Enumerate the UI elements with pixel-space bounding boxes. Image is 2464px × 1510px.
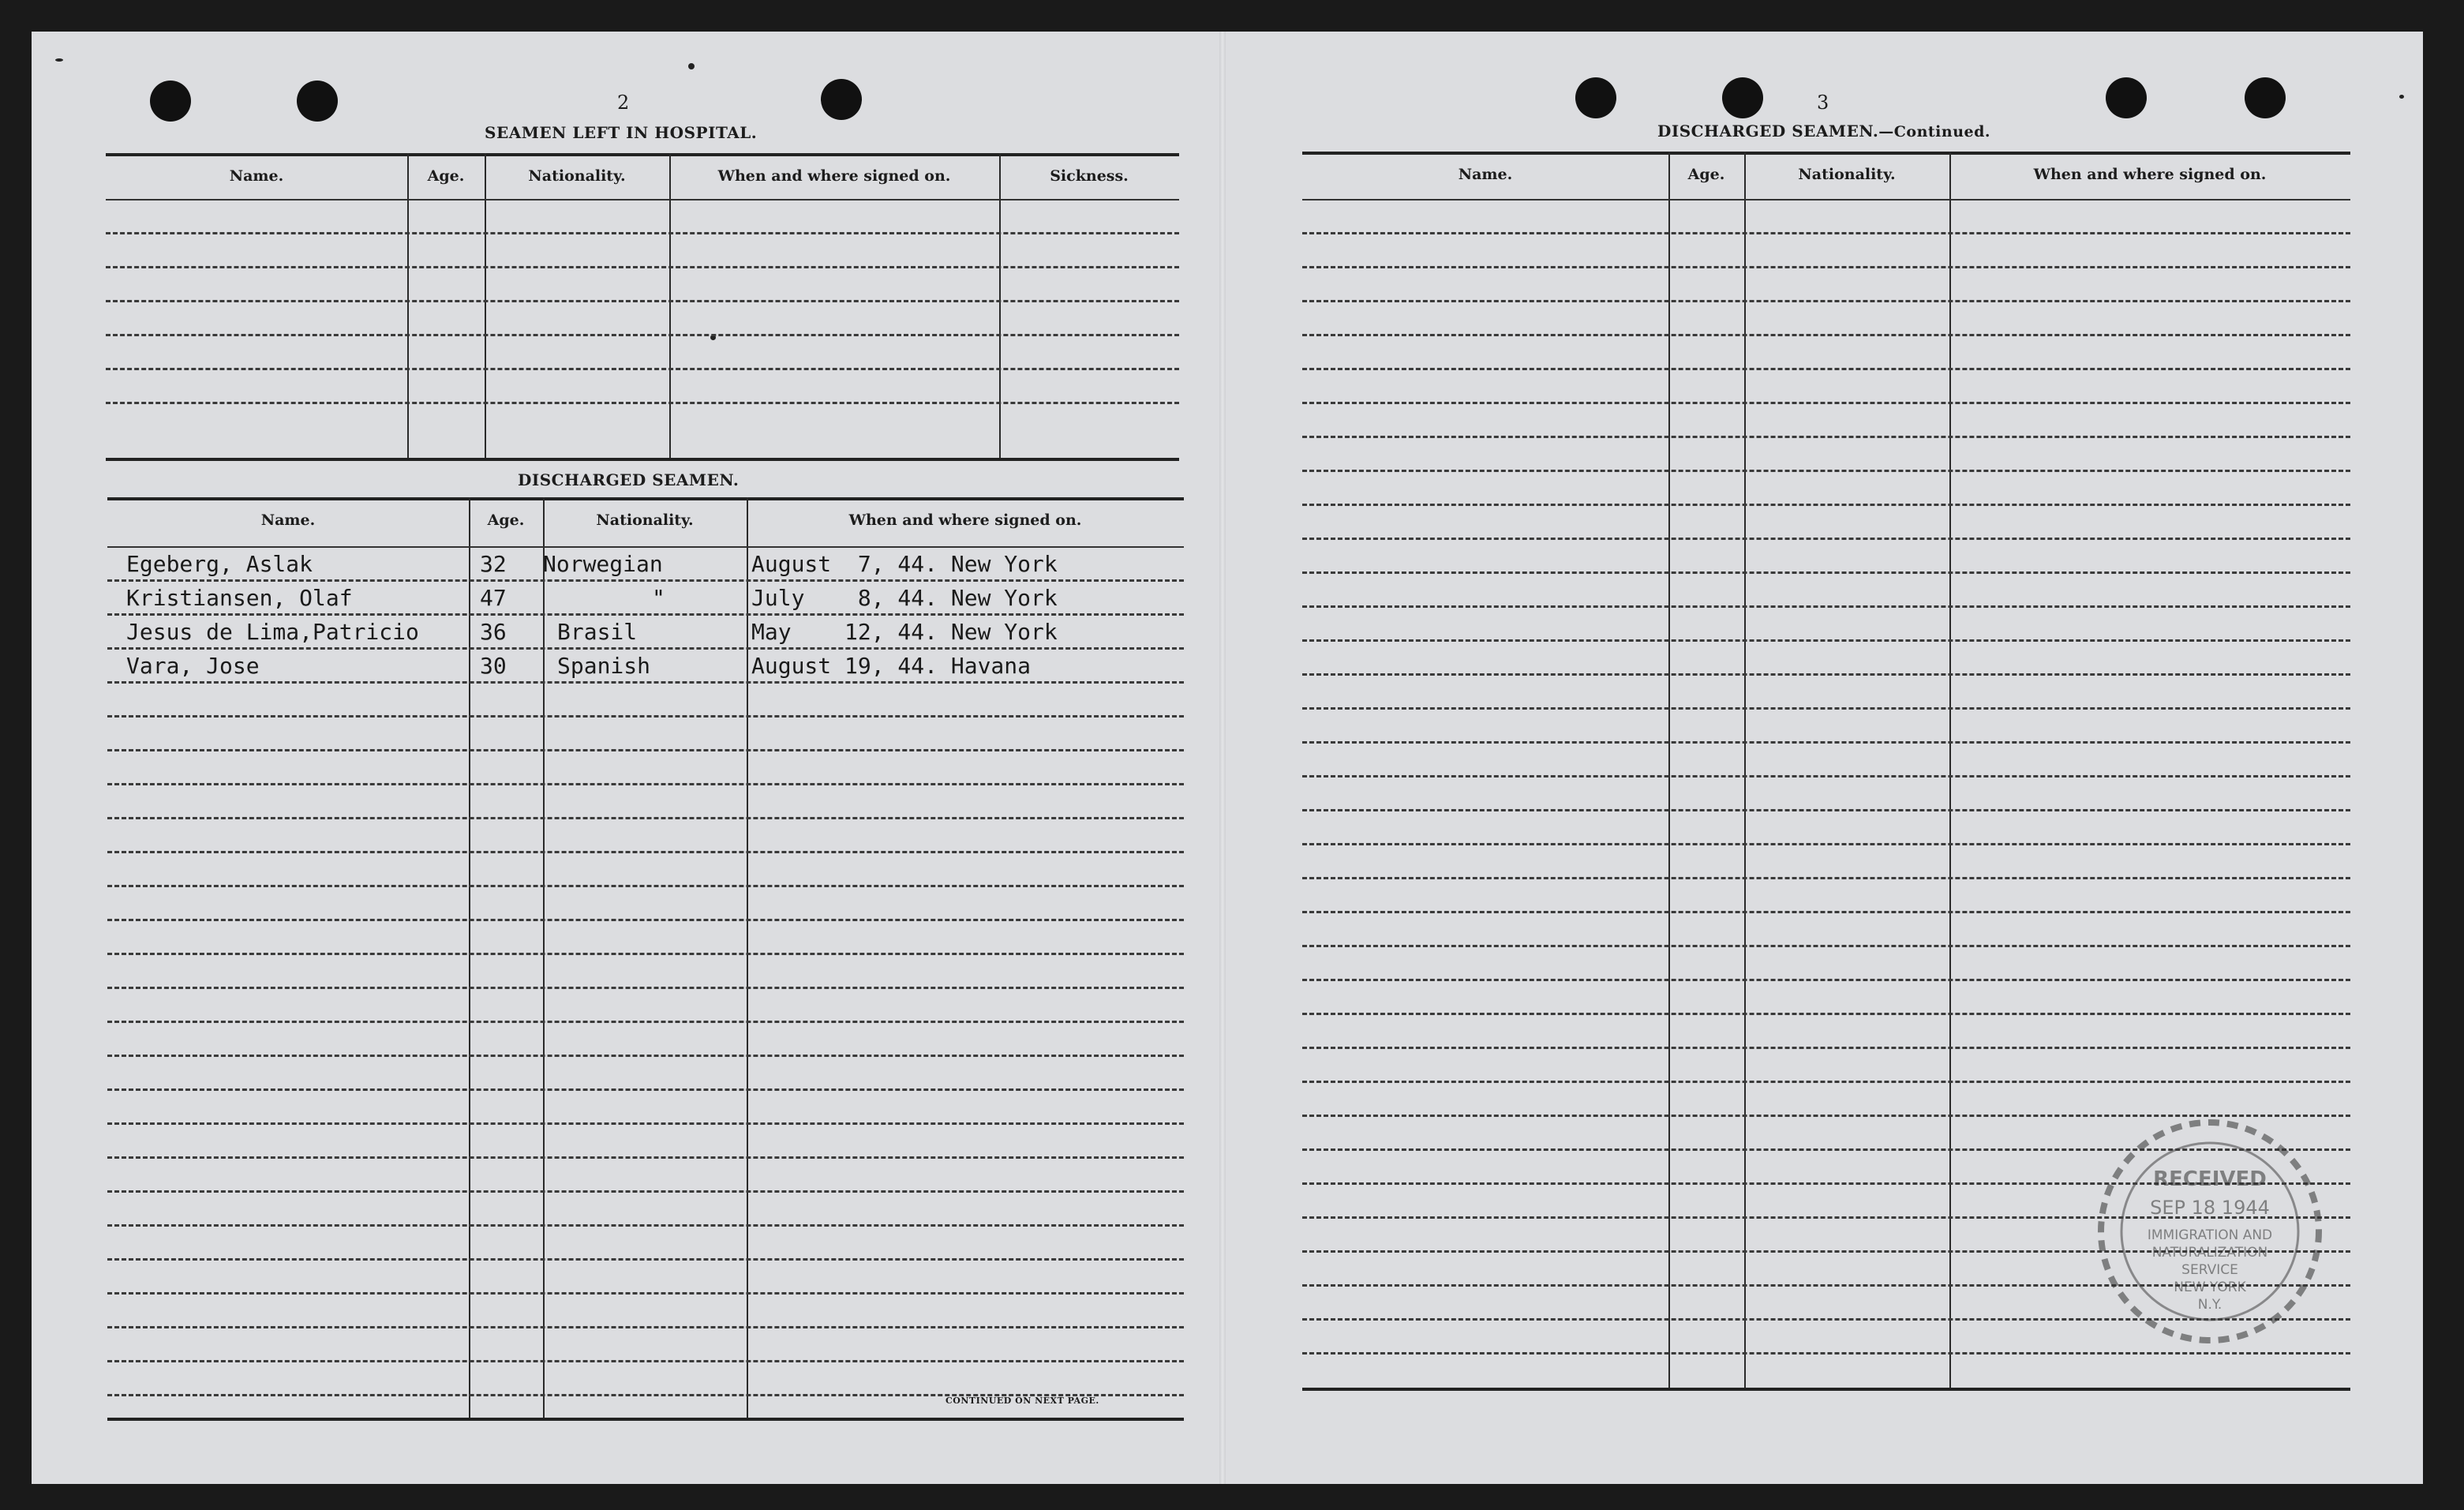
table-row (106, 302, 1179, 336)
hospital-rows (106, 200, 1179, 404)
table-row (107, 921, 1184, 955)
column-header-signed-on: When and where signed on. (848, 511, 1082, 529)
title-continued: —Continued. (1878, 123, 1991, 141)
table-row (106, 268, 1179, 302)
table-row (107, 1261, 1184, 1295)
seaman-name: Jesus de Lima,Patricio (126, 619, 419, 645)
discharged-table (107, 497, 1184, 1422)
left-page (32, 32, 1223, 1484)
table-bottom-rule (107, 1418, 1184, 1421)
hospital-table (106, 153, 1179, 459)
table-row (1302, 200, 2350, 234)
table-row (107, 548, 1184, 582)
table-row (1302, 1049, 2350, 1083)
column-header-nationality: Nationality. (1798, 166, 1896, 183)
table-row (107, 718, 1184, 751)
table-row (107, 684, 1184, 718)
table-row (1302, 404, 2350, 438)
seaman-age: 30 (480, 653, 507, 679)
seaman-name: Egeberg, Aslak (126, 551, 313, 577)
page-number: 2 (617, 92, 630, 114)
seaman-age: 47 (480, 585, 507, 611)
table-row (1302, 1015, 2350, 1049)
table-row (1302, 608, 2350, 642)
table-row (106, 200, 1179, 234)
document-sheet (32, 32, 2423, 1484)
table-row (1302, 574, 2350, 608)
seaman-signed-on: August 19, 44. Havana (751, 653, 1032, 679)
column-header-age: Age. (1687, 166, 1725, 183)
table-bottom-rule (106, 458, 1179, 461)
table-row (107, 989, 1184, 1023)
table-top-rule (107, 497, 1184, 500)
table-row (1302, 1083, 2350, 1117)
stamp-line1: RECEIVED (2153, 1167, 2267, 1191)
table-row (107, 853, 1184, 887)
table-row (1302, 811, 2350, 845)
table-row (107, 582, 1184, 616)
table-row (1302, 913, 2350, 947)
stamp-line4: NATURALIZATION (2151, 1245, 2268, 1261)
table-row (107, 650, 1184, 684)
table-row (1302, 845, 2350, 879)
section-title-hospital: SEAMEN LEFT IN HOSPITAL. (485, 123, 758, 142)
table-row (107, 1227, 1184, 1261)
stamp-line3: IMMIGRATION AND (2147, 1227, 2273, 1243)
table-row (106, 336, 1179, 370)
table-row (1302, 947, 2350, 981)
table-row (1302, 234, 2350, 268)
column-header-nationality: Nationality. (528, 167, 626, 185)
table-row (107, 819, 1184, 853)
seaman-name: Kristiansen, Olaf (126, 585, 353, 611)
stamp-line6: NEW YORK (2174, 1280, 2246, 1295)
table-row (1302, 540, 2350, 574)
table-row (1302, 642, 2350, 676)
table-row (107, 1125, 1184, 1159)
seaman-nationality: Norwegian (543, 551, 663, 577)
table-row (1302, 676, 2350, 710)
table-row (1302, 710, 2350, 744)
table-bottom-rule (1302, 1388, 2350, 1391)
column-header-nationality: Nationality. (596, 511, 694, 529)
seaman-age: 32 (480, 551, 507, 577)
seaman-nationality: Brasil (557, 619, 638, 645)
table-row (107, 1193, 1184, 1227)
stamp-line7: N.Y. (2197, 1297, 2222, 1313)
table-top-rule (1302, 152, 2350, 155)
table-row (107, 1362, 1184, 1396)
table-row (107, 751, 1184, 785)
stamp-line5: SERVICE (2181, 1262, 2238, 1278)
column-header-signed-on: When and where signed on. (2033, 166, 2267, 183)
table-row (107, 1091, 1184, 1125)
title-main: DISCHARGED SEAMEN. (1657, 122, 1879, 141)
column-header-age: Age. (487, 511, 525, 529)
discharged-rows (107, 548, 1184, 1396)
seaman-name: Vara, Jose (126, 653, 260, 679)
seaman-nationality: " (652, 585, 665, 611)
table-row (106, 370, 1179, 404)
seaman-age: 36 (480, 619, 507, 645)
table-row (1302, 744, 2350, 777)
table-row (1302, 506, 2350, 540)
table-row (107, 1159, 1184, 1193)
seaman-signed-on: July 8, 44. New York (751, 585, 1058, 611)
page-number: 3 (1817, 92, 1829, 114)
column-header-name: Name. (229, 167, 284, 185)
table-row (106, 234, 1179, 268)
table-row (1302, 302, 2350, 336)
column-header-name: Name. (260, 511, 316, 529)
column-header-signed-on: When and where signed on. (717, 167, 951, 185)
table-row (107, 1057, 1184, 1091)
seaman-signed-on: May 12, 44. New York (751, 619, 1058, 645)
table-row (107, 887, 1184, 921)
section-title-discharged: DISCHARGED SEAMEN. (518, 470, 740, 489)
table-row (1302, 777, 2350, 811)
table-row (1302, 472, 2350, 506)
column-header-age: Age. (427, 167, 465, 185)
table-row (107, 1295, 1184, 1328)
table-row (107, 955, 1184, 989)
stamp-line2: SEP 18 1944 (2150, 1197, 2270, 1219)
received-stamp (2080, 1113, 2340, 1350)
table-row (107, 1328, 1184, 1362)
table-row (1302, 336, 2350, 370)
table-row (1302, 981, 2350, 1015)
seaman-nationality: Spanish (557, 653, 651, 679)
section-title-discharged-continued (1657, 122, 1990, 141)
table-top-rule (106, 153, 1179, 156)
table-row (1302, 438, 2350, 472)
column-header-sickness: Sickness. (1050, 167, 1129, 185)
continued-note: CONTINUED ON NEXT PAGE. (946, 1396, 1099, 1406)
table-row (1302, 879, 2350, 913)
seaman-signed-on: August 7, 44. New York (751, 551, 1058, 577)
table-row (107, 1023, 1184, 1057)
table-row (1302, 370, 2350, 404)
table-row (107, 785, 1184, 819)
column-header-name: Name. (1458, 166, 1513, 183)
table-row (1302, 268, 2350, 302)
table-row (107, 616, 1184, 650)
